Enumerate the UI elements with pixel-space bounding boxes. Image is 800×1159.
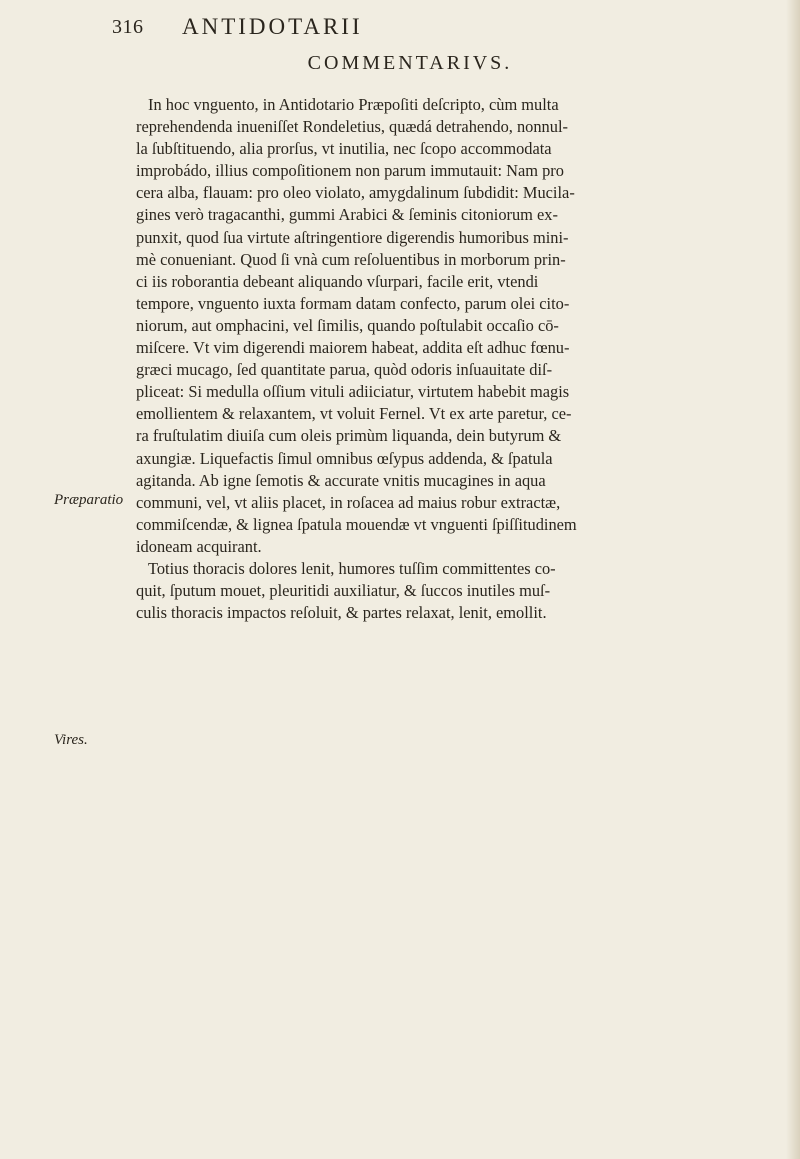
margin-note-preparatio: Præparatio <box>54 492 124 508</box>
text-line: ra fruſtulatim diuiſa cum oleis primùm liquanda, dein butyrum & <box>136 426 562 446</box>
text-line: græci mucago, ſed quantitate parua, quòd odoris inſuauitate diſ- <box>136 360 553 380</box>
text-line: agitanda. Ab igne ſemotis & accurate vnitis mucagines in aqua <box>136 470 546 490</box>
text-line: culis thoracis impactos reſoluit, & partes relaxat, lenit, emollit. <box>136 603 547 623</box>
page-number: 316 <box>112 16 144 38</box>
text-line: niorum, aut omphacini, vel ſimilis, quando poſtulabit occaſio cō- <box>136 315 559 335</box>
text-line: mè conueniant. Quod ſi vnà cum reſoluentibus in morborum prin- <box>136 249 566 269</box>
text-line: idoneam acquirant. <box>136 536 262 556</box>
text-line: emollientem & relaxantem, vt voluit Fernel. Vt ex arte paretur, ce- <box>136 404 572 424</box>
margin-note-vires: Vires. <box>54 732 88 748</box>
section-title: COMMENTARIVS. <box>307 52 513 74</box>
text-line: quit, ſputum mouet, pleuritidi auxiliatur, & ſuccos inutiles muſ- <box>136 581 551 601</box>
text-line: improbádo, illius compoſitionem non parum immutauit: Nam pro <box>136 161 564 181</box>
text-line: cera alba, flauam: pro oleo violato, amygdalinum ſubdidit: Mucila- <box>136 183 575 203</box>
text-line: Totius thoracis dolores lenit, humores tuſſim committentes co- <box>148 558 556 578</box>
text-line: gines verò tragacanthi, gummi Arabici & ſeminis citoniorum ex- <box>136 205 558 225</box>
running-header <box>112 14 712 44</box>
page-edge-shadow <box>786 0 800 1159</box>
running-title: ANTIDOTARII <box>182 14 363 39</box>
text-line: reprehendenda inueniſſet Rondeletius, quædá detrahendo, nonnul- <box>136 117 568 137</box>
text-line: commiſcendæ, & lignea ſpatula mouendæ vt vnguenti ſpiſſitudinem <box>136 514 577 534</box>
text-line: tempore, vnguento iuxta formam datam confecto, parum olei cito- <box>136 293 570 313</box>
text-line: In hoc vnguento, in Antidotario Præpoſiti deſcripto, cùm multa <box>148 95 559 114</box>
text-line: communi, vel, vt aliis placet, in roſacea ad maius robur extractæ, <box>136 492 561 512</box>
body-text <box>136 94 692 624</box>
text-line: ci iis roborantia debeant aliquando vſurpari, facile erit, vtendi <box>136 271 539 291</box>
blank-page-area <box>0 780 800 1159</box>
text-line: la ſubſtituendo, alia prorſus, vt inutilia, nec ſcopo accommodata <box>136 139 552 159</box>
text-line: pliceat: Si medulla oſſium vituli adiiciatur, virtutem habebit magis <box>136 382 570 402</box>
text-line: axungiæ. Liquefactis ſimul omnibus œſypus addenda, & ſpatula <box>136 448 553 468</box>
text-line: miſcere. Vt vim digerendi maiorem habeat, addita eſt adhuc fœnu- <box>136 338 570 358</box>
text-line: punxit, quod ſua virtute aſtringentiore digerendis humoribus mini- <box>136 227 569 247</box>
